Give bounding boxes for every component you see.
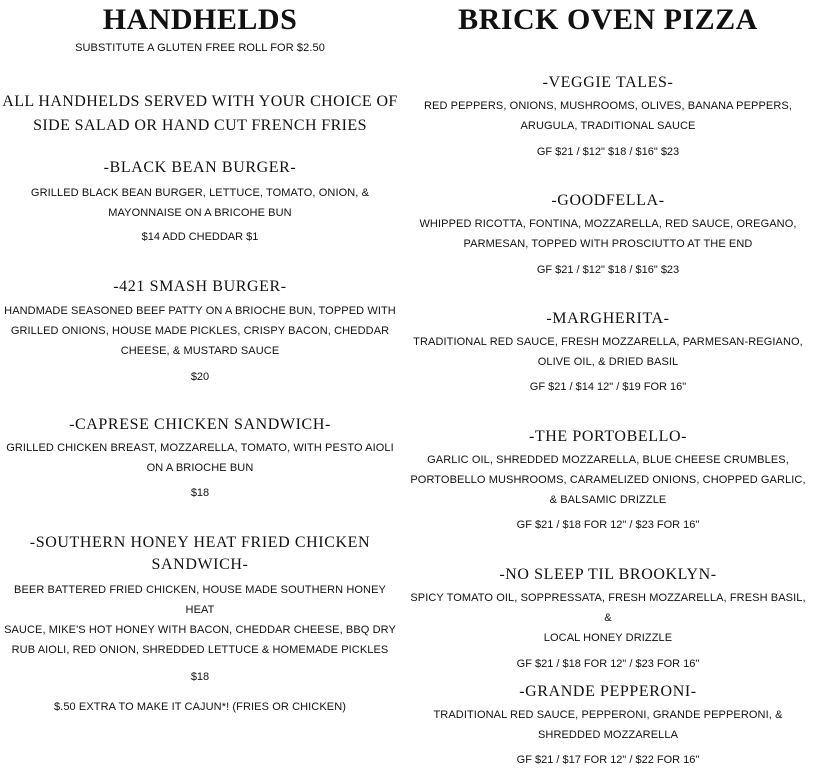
item-price: $20 (190, 371, 210, 383)
served-with-note-line: ALL HANDHELDS SERVED WITH YOUR CHOICE OF (2, 93, 398, 110)
description-line: HANDMADE SEASONED BEEF PATTY ON A BRIOCHE BUN, TOPPED WITH (4, 305, 396, 317)
item-name: -GOODFELLA- (551, 192, 665, 209)
menu-item-veggie-tales (408, 72, 808, 159)
item-description (408, 214, 808, 254)
description-line: TRADITIONAL RED SAUCE, FRESH MOZZARELLA, PARMESAN-REGIANO, (413, 336, 803, 348)
item-price: GF $21 / $18 FOR 12" / $23 FOR 16" (516, 658, 700, 670)
description-line: PORTOBELLO MUSHROOMS, CARAMELIZED ONIONS, CHOPPED GARLIC, (410, 474, 806, 486)
description-line: MAYONNAISE ON A BRICOHE BUN (108, 207, 292, 219)
cajun-note: $.50 EXTRA TO MAKE IT CAJUN*! (FRIES OR CHICKEN) (53, 701, 347, 713)
menu-item-margherita (408, 308, 808, 394)
item-description (0, 301, 400, 361)
item-price: GF $21 / $17 FOR 12" / $22 FOR 16" (516, 754, 700, 766)
description-line: BEER BATTERED FRIED CHICKEN, HOUSE MADE SOUTHERN HONEY HEAT (14, 584, 386, 616)
item-price: $18 (190, 671, 210, 683)
description-line: GARLIC OIL, SHREDDED MOZZARELLA, BLUE CHEESE CRUMBLES, (427, 454, 789, 466)
menu-item-no-sleep-til-brooklyn (408, 564, 808, 671)
item-description (408, 332, 808, 372)
item-name-line: -SOUTHERN HONEY HEAT FRIED CHICKEN (29, 534, 371, 551)
item-description (0, 438, 400, 478)
menu-item-portobello (408, 426, 808, 532)
item-price: GF $21 / $12" $18 / $16" $23 (536, 146, 680, 158)
menu-item-goodfella (408, 190, 808, 277)
description-line: SAUCE, MIKE'S HOT HONEY WITH BACON, CHEDDAR CHEESE, BBQ DRY (4, 624, 396, 636)
item-description (408, 96, 808, 136)
menu-item-grande-pepperoni (408, 681, 808, 767)
description-line: LOCAL HONEY DRIZZLE (543, 632, 673, 644)
item-name (0, 532, 400, 576)
menu-item-caprese-chicken (0, 414, 400, 500)
description-line: WHIPPED RICOTTA, FONTINA, MOZZARELLA, RED SAUCE, OREGANO, (419, 218, 797, 230)
item-name: -MARGHERITA- (546, 310, 670, 327)
description-line: & BALSAMIC DRIZZLE (549, 494, 667, 506)
description-line: GRILLED BLACK BEAN BURGER, LETTUCE, TOMATO, ONION, & (30, 187, 370, 199)
item-name-line: SANDWICH- (151, 556, 249, 573)
description-line: PARMESAN, TOPPED WITH PROSCIUTTO AT THE END (463, 238, 753, 250)
pizza-title: BRICK OVEN PIZZA (458, 3, 758, 36)
description-line: ARUGULA, TRADITIONAL SAUCE (520, 120, 696, 132)
description-line: SHREDDED MOZZARELLA (537, 729, 679, 741)
item-description (0, 183, 400, 223)
gluten-free-note: SUBSTITUTE A GLUTEN FREE ROLL FOR $2.50 (75, 42, 325, 54)
item-name: -CAPRESE CHICKEN SANDWICH- (69, 416, 331, 433)
item-price: $18 (190, 487, 210, 499)
item-description (408, 450, 808, 510)
item-description (0, 580, 400, 660)
menu-item-southern-honey-heat (0, 532, 400, 684)
description-line: RED PEPPERS, ONIONS, MUSHROOMS, OLIVES, BANANA PEPPERS, (424, 100, 792, 112)
description-line: GRILLED ONIONS, HOUSE MADE PICKLES, CRISPY BACON, CHEDDAR (10, 325, 390, 337)
served-with-note (0, 90, 400, 138)
item-price: $14 ADD CHEDDAR $1 (141, 231, 259, 243)
item-name: -VEGGIE TALES- (542, 74, 674, 91)
item-price: GF $21 / $14 12" / $19 FOR 16" (529, 381, 687, 393)
item-name: -THE PORTOBELLO- (528, 428, 688, 445)
item-description (408, 705, 808, 745)
menu-item-black-bean-burger (0, 157, 400, 244)
description-line: CHEESE, & MUSTARD SAUCE (120, 345, 280, 357)
item-description (408, 588, 808, 648)
handhelds-title: HANDHELDS (102, 3, 298, 36)
item-price: GF $21 / $12" $18 / $16" $23 (536, 264, 680, 276)
item-name: -GRANDE PEPPERONI- (519, 683, 697, 700)
description-line: TRADITIONAL RED SAUCE, PEPPERONI, GRANDE PEPPERONI, & (433, 709, 783, 721)
menu-item-smash-burger (0, 276, 400, 384)
item-name: -421 SMASH BURGER- (113, 278, 287, 295)
served-with-note-line: SIDE SALAD OR HAND CUT FRENCH FRIES (33, 117, 367, 134)
description-line: RUB AIOLI, RED ONION, SHREDDED LETTUCE & HOMEMADE PICKLES (11, 644, 389, 656)
description-line: SPICY TOMATO OIL, SOPPRESSATA, FRESH MOZZARELLA, FRESH BASIL, & (410, 592, 806, 624)
item-name: -BLACK BEAN BURGER- (103, 159, 297, 176)
description-line: ON A BRIOCHE BUN (146, 462, 254, 474)
item-price: GF $21 / $18 FOR 12" / $23 FOR 16" (516, 519, 700, 531)
item-name: -NO SLEEP TIL BROOKLYN- (499, 566, 717, 583)
description-line: GRILLED CHICKEN BREAST, MOZZARELLA, TOMATO, WITH PESTO AIOLI (6, 442, 394, 454)
description-line: OLIVE OIL, & DRIED BASIL (537, 356, 679, 368)
